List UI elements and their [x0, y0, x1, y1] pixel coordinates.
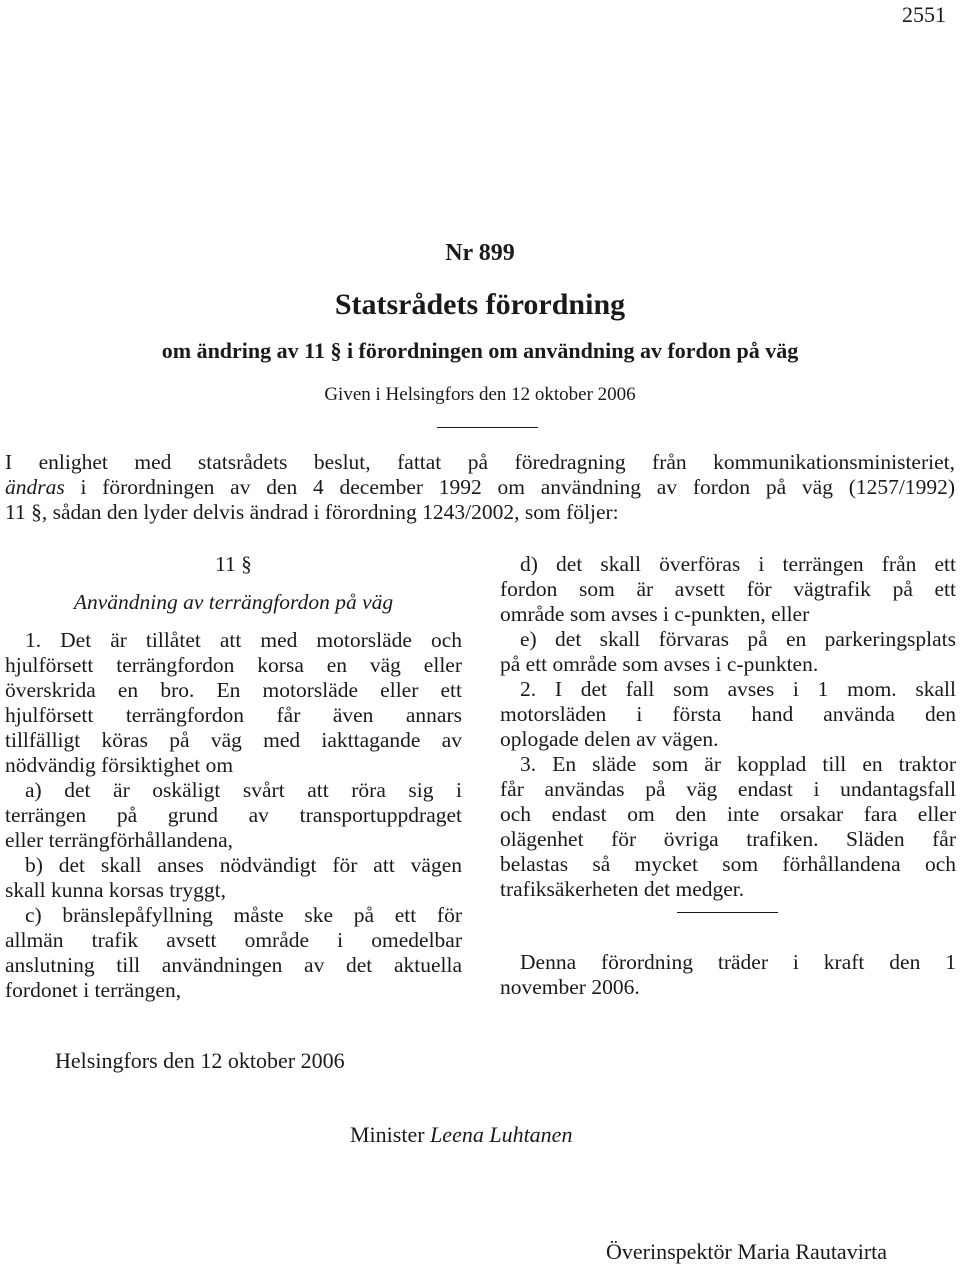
left-line-7: a) det är oskäligt svårt att röra sig i: [25, 778, 462, 802]
right-line-10: får användas på väg endast i undantagsfall: [500, 777, 956, 801]
column-divider: [677, 912, 778, 913]
section-heading: Användning av terrängfordon på väg: [73, 590, 394, 614]
left-line-4: hjulförsett terrängfordon får även annars: [5, 703, 462, 727]
left-line-12: c) bränslepåfyllning måste ske på ett för: [25, 903, 462, 927]
right-line-11: och endast om den inte orsakar fara eller: [500, 802, 956, 826]
intro-italic-word: ändras: [5, 475, 65, 499]
left-line-14: anslutning till användningen av det aktuella: [5, 953, 462, 977]
right-line-13: belastas så mycket som förhållandena och: [500, 852, 956, 876]
right-line-2: fordon som är avsett för vägtrafik på ett: [500, 577, 956, 601]
document-title: Statsrådets förordning: [334, 288, 626, 321]
given-date: Given i Helsingfors den 12 oktober 2006: [324, 384, 636, 405]
left-line-3: överskrida en bro. En motorsläde eller ett: [5, 678, 462, 702]
right-line-3: område som avses i c-punkten, eller: [500, 602, 810, 626]
statute-number: Nr 899: [445, 240, 515, 266]
right-line-5: på ett område som avses i c-punkten.: [500, 652, 819, 676]
intro-line-3: 11 §, sådan den lyder delvis ändrad i förordning 1243/2002, som följer:: [5, 500, 619, 524]
right-line-7: motorsläden i första hand använda den: [500, 702, 956, 726]
in-force-line-2: november 2006.: [500, 975, 640, 999]
minister-name: Leena Luhtanen: [430, 1122, 573, 1147]
left-line-5: tillfälligt köras på väg med iakttagande av: [5, 728, 462, 752]
minister-signature: [350, 1122, 572, 1148]
right-column: [500, 552, 956, 902]
right-line-6: 2. I det fall som avses i 1 mom. skall: [520, 677, 956, 701]
right-line-1: d) det skall överföras i terrängen från ett: [520, 552, 956, 576]
left-line-1: 1. Det är tillåtet att med motorsläde och: [25, 628, 462, 652]
right-line-12: olägenhet för övriga trafiken. Släden får: [500, 827, 956, 851]
signature-place-date: Helsingfors den 12 oktober 2006: [55, 1048, 345, 1073]
header-divider: [437, 427, 538, 428]
in-force-line-1: Denna förordning träder i kraft den 1: [520, 950, 956, 974]
intro-line-2: [5, 475, 955, 500]
intro-paragraph: [5, 450, 955, 525]
left-line-11: skall kunna korsas tryggt,: [5, 878, 226, 902]
left-line-10: b) det skall anses nödvändigt för att vägen: [25, 853, 462, 877]
right-line-14: trafiksäkerheten det medger.: [500, 877, 745, 901]
left-column: [5, 552, 462, 1003]
left-line-13: allmän trafik avsett område i omedelbar: [5, 928, 462, 952]
intro-line-1: I enlighet med statsrådets beslut, fattat på föredragning från kommunikationsministeriet,: [5, 450, 955, 474]
minister-title: Minister: [350, 1122, 425, 1147]
left-line-6: nödvändig försiktighet om: [5, 753, 234, 777]
page-number: 2551: [902, 2, 946, 27]
entry-into-force: [500, 950, 956, 1000]
left-line-2: hjulförsett terrängfordon korsa en väg eller: [5, 653, 462, 677]
right-line-4: e) det skall förvaras på en parkeringsplats: [520, 627, 956, 651]
left-line-9: eller terrängförhållandena,: [5, 828, 234, 852]
officer-signature: Överinspektör Maria Rautavirta: [606, 1239, 888, 1264]
right-line-8: oplogade delen av vägen.: [500, 727, 719, 751]
section-number: 11 §: [215, 552, 252, 576]
intro-line-2-rest: i förordningen av den 4 december 1992 om användning av fordon på väg (1257/1992): [64, 475, 955, 499]
left-line-8: terrängen på grund av transportuppdraget: [5, 803, 462, 827]
left-line-15: fordonet i terrängen,: [5, 978, 182, 1002]
right-line-9: 3. En släde som är kopplad till en traktor: [520, 752, 956, 776]
document-subtitle: om ändring av 11 § i förordningen om användning av fordon på väg: [161, 338, 799, 363]
